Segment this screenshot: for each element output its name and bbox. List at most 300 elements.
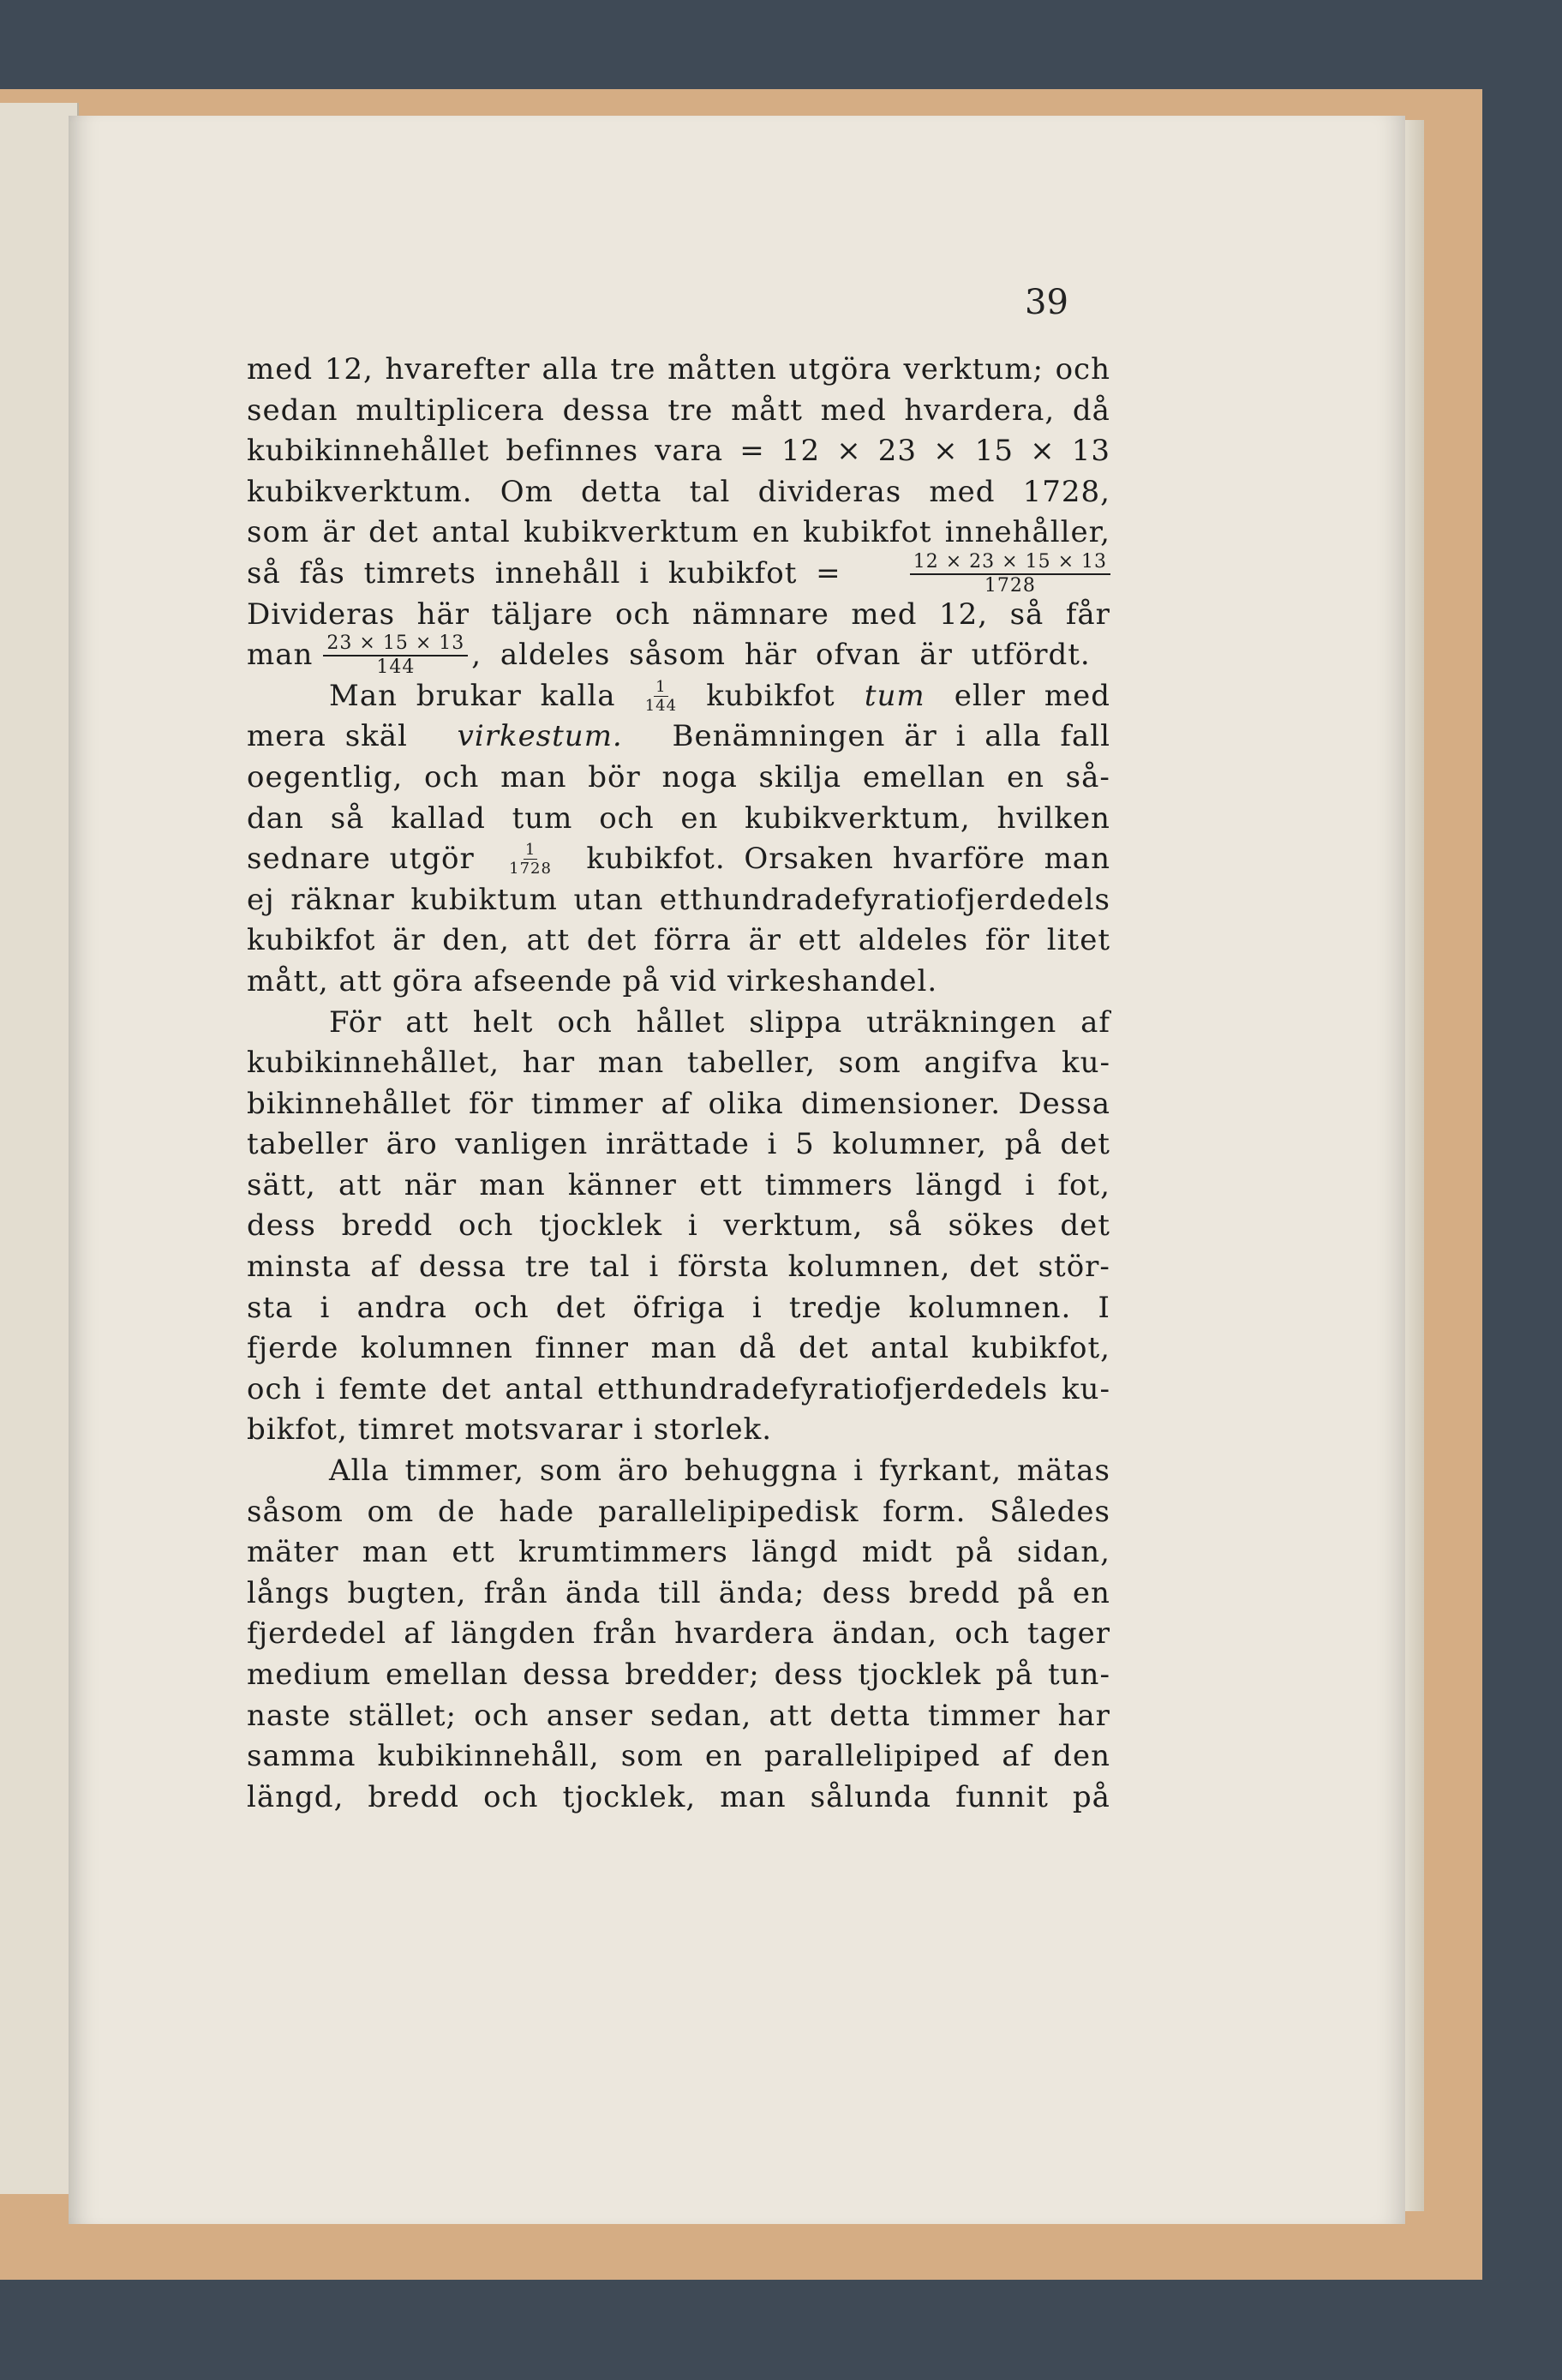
word: angifva [924, 1046, 1039, 1081]
word: kolumnen, [787, 1250, 951, 1285]
word: att [338, 1167, 382, 1202]
word: dessa [418, 1250, 506, 1285]
word: × [933, 434, 959, 469]
fraction-reduced [323, 634, 468, 677]
word: sta [247, 1290, 294, 1325]
word: med [247, 352, 314, 387]
word: det [799, 1331, 849, 1366]
word: får [1065, 596, 1110, 632]
fraction-numerator: 1 [655, 677, 667, 696]
word: kubikinnehållet, [247, 1046, 500, 1081]
word: minsta [247, 1250, 352, 1285]
text-line [247, 513, 1110, 554]
word: tabeller [247, 1127, 368, 1162]
word: i [751, 1290, 763, 1325]
word: räknar [290, 882, 395, 917]
word: midt [861, 1535, 933, 1570]
word: på [1004, 1127, 1043, 1162]
word: andra [356, 1290, 448, 1325]
text-line-formula [247, 550, 1110, 596]
word: till [658, 1575, 702, 1610]
page-number: 39 [1025, 283, 1068, 322]
word: kubikverktum [524, 515, 739, 550]
text-line [247, 431, 1110, 472]
word: och [615, 596, 671, 632]
facing-page-edge [0, 103, 79, 2194]
word: och [474, 1290, 530, 1325]
word: och [474, 1698, 530, 1733]
word: täljare [491, 596, 594, 632]
word: att [526, 923, 571, 958]
word: ku- [1061, 1046, 1110, 1081]
word: befinnes [506, 434, 639, 469]
word: för [984, 923, 1031, 958]
word: emellan [386, 1658, 509, 1692]
word: är [322, 515, 356, 550]
text-line-paragraph-start [247, 676, 1110, 717]
word: man [720, 1779, 787, 1814]
word: i [315, 1371, 326, 1406]
word: det [441, 1371, 492, 1406]
word: anser [546, 1698, 633, 1733]
text-line [247, 1206, 1110, 1247]
word: en [1072, 1575, 1110, 1610]
word: 13 [1071, 434, 1110, 469]
word: äro [386, 1127, 438, 1162]
word: dess [247, 1208, 316, 1244]
word: parallelipipedisk [598, 1494, 859, 1529]
word: man [597, 1046, 665, 1081]
word: med [929, 474, 996, 509]
word: dan [247, 800, 304, 836]
text-segment: sednare utgör [247, 842, 475, 877]
text-line [247, 1778, 1110, 1819]
word: att [769, 1698, 813, 1733]
word: divideras [757, 474, 902, 509]
word: på [955, 1535, 994, 1570]
text-line [247, 391, 1110, 432]
word: detta [829, 1698, 911, 1733]
word: vanligen [455, 1127, 589, 1162]
word: dessa [523, 1658, 611, 1692]
word: så [330, 800, 365, 836]
word: kolumnen [360, 1331, 513, 1366]
word: mätas [1017, 1454, 1110, 1489]
text-segment: kubikfot. Orsaken hvarföre man [586, 842, 1110, 877]
word: uträkningen [866, 1004, 1057, 1040]
word: naste [247, 1698, 332, 1733]
word: Divideras [247, 596, 396, 632]
text-line [247, 1043, 1110, 1084]
word: sålunda [810, 1779, 932, 1814]
word: bör [588, 759, 641, 794]
word: och [599, 800, 655, 836]
word: af [370, 1250, 401, 1285]
word: kubiktum [410, 882, 558, 917]
word: sätt, [247, 1167, 316, 1202]
text-line [247, 1614, 1110, 1655]
word: detta [580, 474, 662, 509]
word: af [1002, 1739, 1032, 1774]
word: sökes [948, 1208, 1035, 1244]
word: en [751, 515, 790, 550]
word: att [405, 1004, 449, 1040]
word: verktum; [903, 352, 1044, 387]
text-line [247, 716, 1110, 758]
word: kubikinnehåll, [377, 1739, 600, 1774]
word: känner [567, 1167, 677, 1202]
body-text [247, 350, 1110, 1818]
word: timmer [927, 1698, 1041, 1733]
word: verktum, [723, 1208, 864, 1244]
word: ku- [1061, 1371, 1110, 1406]
word: tre [667, 393, 714, 428]
word: i [687, 1208, 698, 1244]
word: hvilken [996, 800, 1110, 836]
word: form. [883, 1494, 967, 1529]
word: sidan, [1016, 1535, 1110, 1570]
text-line [247, 1124, 1110, 1166]
word: man [362, 1535, 429, 1570]
word: fjerde [247, 1331, 339, 1366]
word: vara [655, 434, 724, 469]
text-line: bikfot, timret motsvarar i storlek. [247, 1412, 772, 1448]
word: timmers [764, 1167, 894, 1202]
word: 23 [877, 434, 918, 469]
text-segment: Man brukar kalla [329, 678, 616, 713]
word: olika [708, 1086, 784, 1121]
word: I [1098, 1290, 1110, 1325]
word: som [539, 1454, 602, 1489]
word: kubikverktum. [247, 474, 473, 509]
word: emellan [862, 759, 986, 794]
text-line [247, 1328, 1110, 1370]
word: på [996, 1658, 1034, 1692]
term-virkestum: virkestum. [457, 719, 623, 754]
word: med [820, 393, 887, 428]
word: utan [573, 882, 644, 917]
fraction-one-1728 [509, 842, 552, 877]
word: kubikfot [803, 515, 932, 550]
word: en [1006, 759, 1044, 794]
word: det [368, 515, 419, 550]
word: tjocklek, [562, 1779, 697, 1814]
word: noga [661, 759, 738, 794]
fraction-numerator: 12 × 23 × 15 × 13 [910, 553, 1110, 575]
word: bredd [341, 1208, 434, 1244]
word: etthundradefyratiofjerdedels [597, 1371, 1049, 1406]
text-line [247, 1247, 1110, 1288]
word: tager [1026, 1616, 1110, 1652]
word: kolumnen. [908, 1290, 1072, 1325]
word: har [1057, 1698, 1110, 1733]
word: inrättade [606, 1127, 750, 1162]
word: kolumner, [832, 1127, 987, 1162]
word: fot, [1057, 1167, 1110, 1202]
word: Således [990, 1494, 1110, 1529]
word: i [853, 1454, 864, 1489]
word: långs [247, 1575, 331, 1610]
word: multiplicera [356, 393, 545, 428]
word: måtten [667, 352, 777, 387]
word: ett [452, 1535, 495, 1570]
word: tun- [1048, 1658, 1110, 1692]
text-line-paragraph-start [247, 1451, 1110, 1492]
word: då [1072, 393, 1110, 428]
text-line [247, 1736, 1110, 1778]
word: tjocklek [858, 1658, 982, 1692]
word: dimensioner. [801, 1086, 1002, 1121]
word: en [680, 800, 719, 836]
word: från [592, 1616, 657, 1652]
word: i [649, 1250, 660, 1285]
word: dess [822, 1575, 892, 1610]
word: femte [338, 1371, 428, 1406]
text-segment: mera skäl [247, 719, 408, 754]
word: längden [451, 1616, 576, 1652]
word: den, [442, 923, 510, 958]
word: dessa [562, 393, 650, 428]
word: af [661, 1086, 691, 1121]
word: bredd [908, 1575, 1001, 1610]
word: 12, [324, 352, 374, 387]
word: och [955, 1616, 1010, 1652]
word: tre [524, 1250, 571, 1285]
word: hade [499, 1494, 575, 1529]
word: Dessa [1018, 1086, 1110, 1121]
text-line [247, 880, 1110, 921]
word: litet [1046, 923, 1110, 958]
word: tjocklek [539, 1208, 663, 1244]
text-line [247, 1084, 1110, 1125]
word: etthundradefyratiofjerdedels [659, 882, 1110, 917]
word: det [1060, 1127, 1110, 1162]
word: stör- [1038, 1250, 1110, 1285]
word: ett [699, 1167, 743, 1202]
text-line [247, 1655, 1110, 1696]
word: kubikverktum, [745, 800, 971, 836]
text-line [247, 1574, 1110, 1615]
word: tre [610, 352, 656, 387]
word: är [748, 923, 781, 958]
word: funnit [955, 1779, 1049, 1814]
word: en [704, 1739, 743, 1774]
word: antal [505, 1371, 584, 1406]
word: krumtimmers [518, 1535, 728, 1570]
word: i [1025, 1167, 1036, 1202]
word: alla [542, 352, 599, 387]
word: hvardera, [904, 393, 1056, 428]
word: bredd [368, 1779, 460, 1814]
word: sedan, [649, 1698, 752, 1733]
fraction-denominator: 144 [376, 656, 416, 678]
word: som [247, 515, 310, 550]
word: Alla [329, 1454, 390, 1489]
word: på [1017, 1575, 1056, 1610]
fraction-volume [910, 550, 1110, 596]
word: man [479, 1167, 546, 1202]
term-tum: tum [864, 678, 925, 713]
word: tredje [788, 1290, 883, 1325]
word: mått [731, 393, 803, 428]
word: när [404, 1167, 458, 1202]
word: medium [247, 1658, 372, 1692]
fraction-denominator: 144 [644, 696, 678, 715]
word: 12 [781, 434, 821, 469]
word: man [500, 759, 567, 794]
word: nämnare [691, 596, 829, 632]
word: så [889, 1208, 923, 1244]
word: fjerdedel [247, 1616, 387, 1652]
word: den [1053, 1739, 1110, 1774]
word: dess [774, 1658, 844, 1692]
text-line [247, 1288, 1110, 1329]
word: om [367, 1494, 415, 1529]
word: med [851, 596, 918, 632]
word: Om [500, 474, 554, 509]
text-line [247, 799, 1110, 840]
word: parallelipiped [763, 1739, 981, 1774]
word: kubikinnehållet [247, 434, 490, 469]
word: öfriga [632, 1290, 726, 1325]
text-line [247, 595, 1110, 636]
word: från [483, 1575, 548, 1610]
text-segment: eller med [954, 678, 1110, 713]
word: fyrkant, [878, 1454, 1002, 1489]
text-line [247, 1166, 1110, 1207]
word: och [458, 1208, 514, 1244]
word: samma [247, 1739, 356, 1774]
word: För [329, 1004, 382, 1040]
word: finner [535, 1331, 630, 1366]
word: antal [431, 515, 511, 550]
text-segment: man [247, 638, 314, 673]
word: det [555, 1290, 607, 1325]
word: 12, [939, 596, 989, 632]
word: det [586, 923, 637, 958]
word: såsom [247, 1494, 344, 1529]
word: tal [689, 474, 731, 509]
word: längd [751, 1535, 839, 1570]
word: oegentlig, [247, 759, 404, 794]
word: ända; [718, 1575, 805, 1610]
word: utgöra [788, 352, 892, 387]
word: antal [871, 1331, 950, 1366]
word: hvarefter [385, 352, 530, 387]
word: och [557, 1004, 613, 1040]
word: × [1030, 434, 1056, 469]
word: i [767, 1127, 778, 1162]
fraction-denominator: 1728 [984, 574, 1036, 596]
word: och [247, 1371, 302, 1406]
word: slippa [749, 1004, 843, 1040]
text-line [247, 472, 1110, 513]
word: så [1009, 596, 1044, 632]
word: af [404, 1616, 434, 1652]
word: har [522, 1046, 576, 1081]
word: 1728, [1022, 474, 1110, 509]
text-line [247, 758, 1110, 799]
word: det [1060, 1208, 1110, 1244]
text-segment: Benämningen är i alla fall [672, 719, 1110, 754]
fraction-denominator: 1728 [509, 859, 552, 878]
word: förra [653, 923, 732, 958]
word: 5 [795, 1127, 815, 1162]
word: det [969, 1250, 1020, 1285]
word: för [469, 1086, 514, 1121]
word: första [678, 1250, 769, 1285]
text-line-formula [247, 632, 1110, 678]
word: × [836, 434, 862, 469]
word: så- [1065, 759, 1110, 794]
fraction-numerator: 1 [524, 840, 536, 859]
word: kubikfot [247, 923, 376, 958]
word: helt [472, 1004, 534, 1040]
word: ej [247, 882, 275, 917]
word: de [437, 1494, 476, 1529]
word: ändan, [832, 1616, 938, 1652]
word: är [392, 923, 426, 958]
word: längd, [247, 1779, 344, 1814]
word: som [620, 1739, 684, 1774]
text-line [247, 1370, 1110, 1411]
word: innehåller, [944, 515, 1110, 550]
word: man [650, 1331, 717, 1366]
word: bredder; [625, 1658, 760, 1692]
word: då [739, 1331, 777, 1366]
word: tabeller, [686, 1046, 816, 1081]
word: hållet [636, 1004, 726, 1040]
text-segment: kubikfot [706, 678, 835, 713]
word: som [838, 1046, 901, 1081]
text-line-paragraph-start [247, 1003, 1110, 1044]
word: timmer, [404, 1454, 524, 1489]
word: och [483, 1779, 539, 1814]
word: i [320, 1290, 331, 1325]
text-line [247, 1696, 1110, 1737]
text-segment: , aldeles såsom här ofvan är utfördt. [471, 638, 1091, 673]
word: äro [617, 1454, 669, 1489]
word: behuggna [684, 1454, 839, 1489]
word: timmer [530, 1086, 644, 1121]
word: här [416, 596, 470, 632]
word: bugten, [347, 1575, 467, 1610]
text-line [247, 920, 1110, 962]
word: stället; [348, 1698, 457, 1733]
fraction-numerator: 23 × 15 × 13 [323, 634, 468, 656]
word: bikinnehållet [247, 1086, 452, 1121]
text-segment: så fås timrets innehåll i kubikfot = [247, 555, 841, 591]
text-line [247, 1532, 1110, 1574]
word: tum [512, 800, 573, 836]
text-line: mått, att göra afseende på vid virkeshandel. [247, 963, 938, 998]
word: och [424, 759, 480, 794]
word: mäter [247, 1535, 339, 1570]
word: = [739, 434, 765, 469]
word: ända [565, 1575, 642, 1610]
text-line [247, 839, 1110, 880]
fraction-one-144 [644, 677, 678, 715]
word: 15 [974, 434, 1014, 469]
text-line [247, 350, 1110, 391]
word: aldeles [858, 923, 969, 958]
word: och [1055, 352, 1110, 387]
word: längd [915, 1167, 1003, 1202]
word: af [1080, 1004, 1110, 1040]
page-edge [1405, 120, 1424, 2211]
word: kallad [391, 800, 486, 836]
word: på [1072, 1779, 1110, 1814]
